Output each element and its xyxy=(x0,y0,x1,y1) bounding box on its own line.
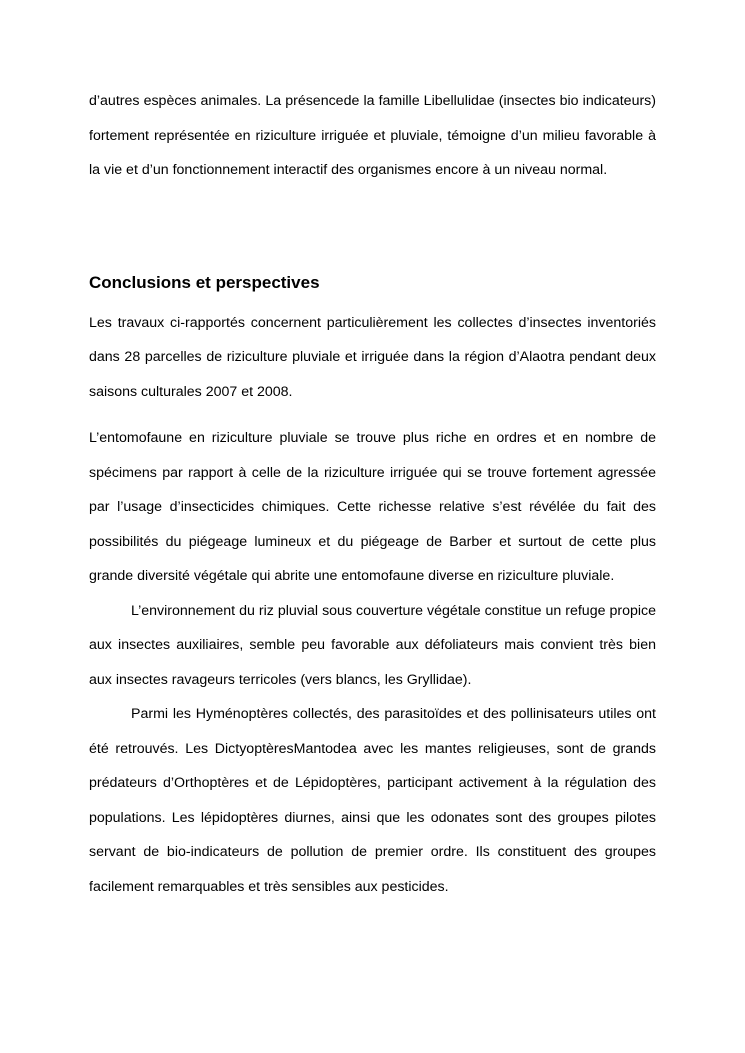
section-heading: Conclusions et perspectives xyxy=(89,272,320,292)
body-paragraph-4: Parmi les Hyménoptères collectés, des parasitoïdes et des pollinisateurs utiles ont été retrouvés. Les DictyoptèresMantodea avec les mantes religieuses, sont de grands prédateurs d’Orthoptères et de Lépidoptères, participant activement à la régulation des populations. Les lépidoptères diurnes, ainsi que les odonates sont des groupes pilotes servant de bio-indicateurs de pollution de premier ordre. Ils constituent des groupes facilement remarquables et très sensibles aux pesticides. xyxy=(89,706,656,895)
document-page xyxy=(89,84,656,904)
body-paragraph-1: Les travaux ci-rapportés concernent particulièrement les collectes d’insectes inventoriés dans 28 parcelles de riziculture pluviale et irriguée dans la région d’Alaotra pendant deux saisons culturales 2007 et 2008. xyxy=(89,314,656,400)
body-paragraph-2: L’entomofaune en riziculture pluviale se trouve plus riche en ordres et en nombre de spécimens par rapport à celle de la riziculture irriguée qui se trouve fortement agressée par l’usage d’insecticides chimiques. Cette richesse relative s’est révélée du fait des possibilités du piégeage lumineux et du piégeage de Barber et surtout de cette plus grande diversité végétale qui abrite une entomofaune diverse en riziculture pluviale. xyxy=(89,430,656,584)
intro-paragraph: d’autres espèces animales. La présencede la famille Libellulidae (insectes bio indicateurs) fortement représentée en riziculture irriguée et pluviale, témoigne d’un milieu favorable à la vie et d’un fonctionnement interactif des organismes encore à un niveau normal. xyxy=(89,93,656,178)
body-paragraph-3: L’environnement du riz pluvial sous couverture végétale constitue un refuge propice aux insectes auxiliaires, semble peu favorable aux défoliateurs mais convient très bien aux insectes ravageurs terricoles (vers blancs, les Gryllidae). xyxy=(89,602,656,688)
